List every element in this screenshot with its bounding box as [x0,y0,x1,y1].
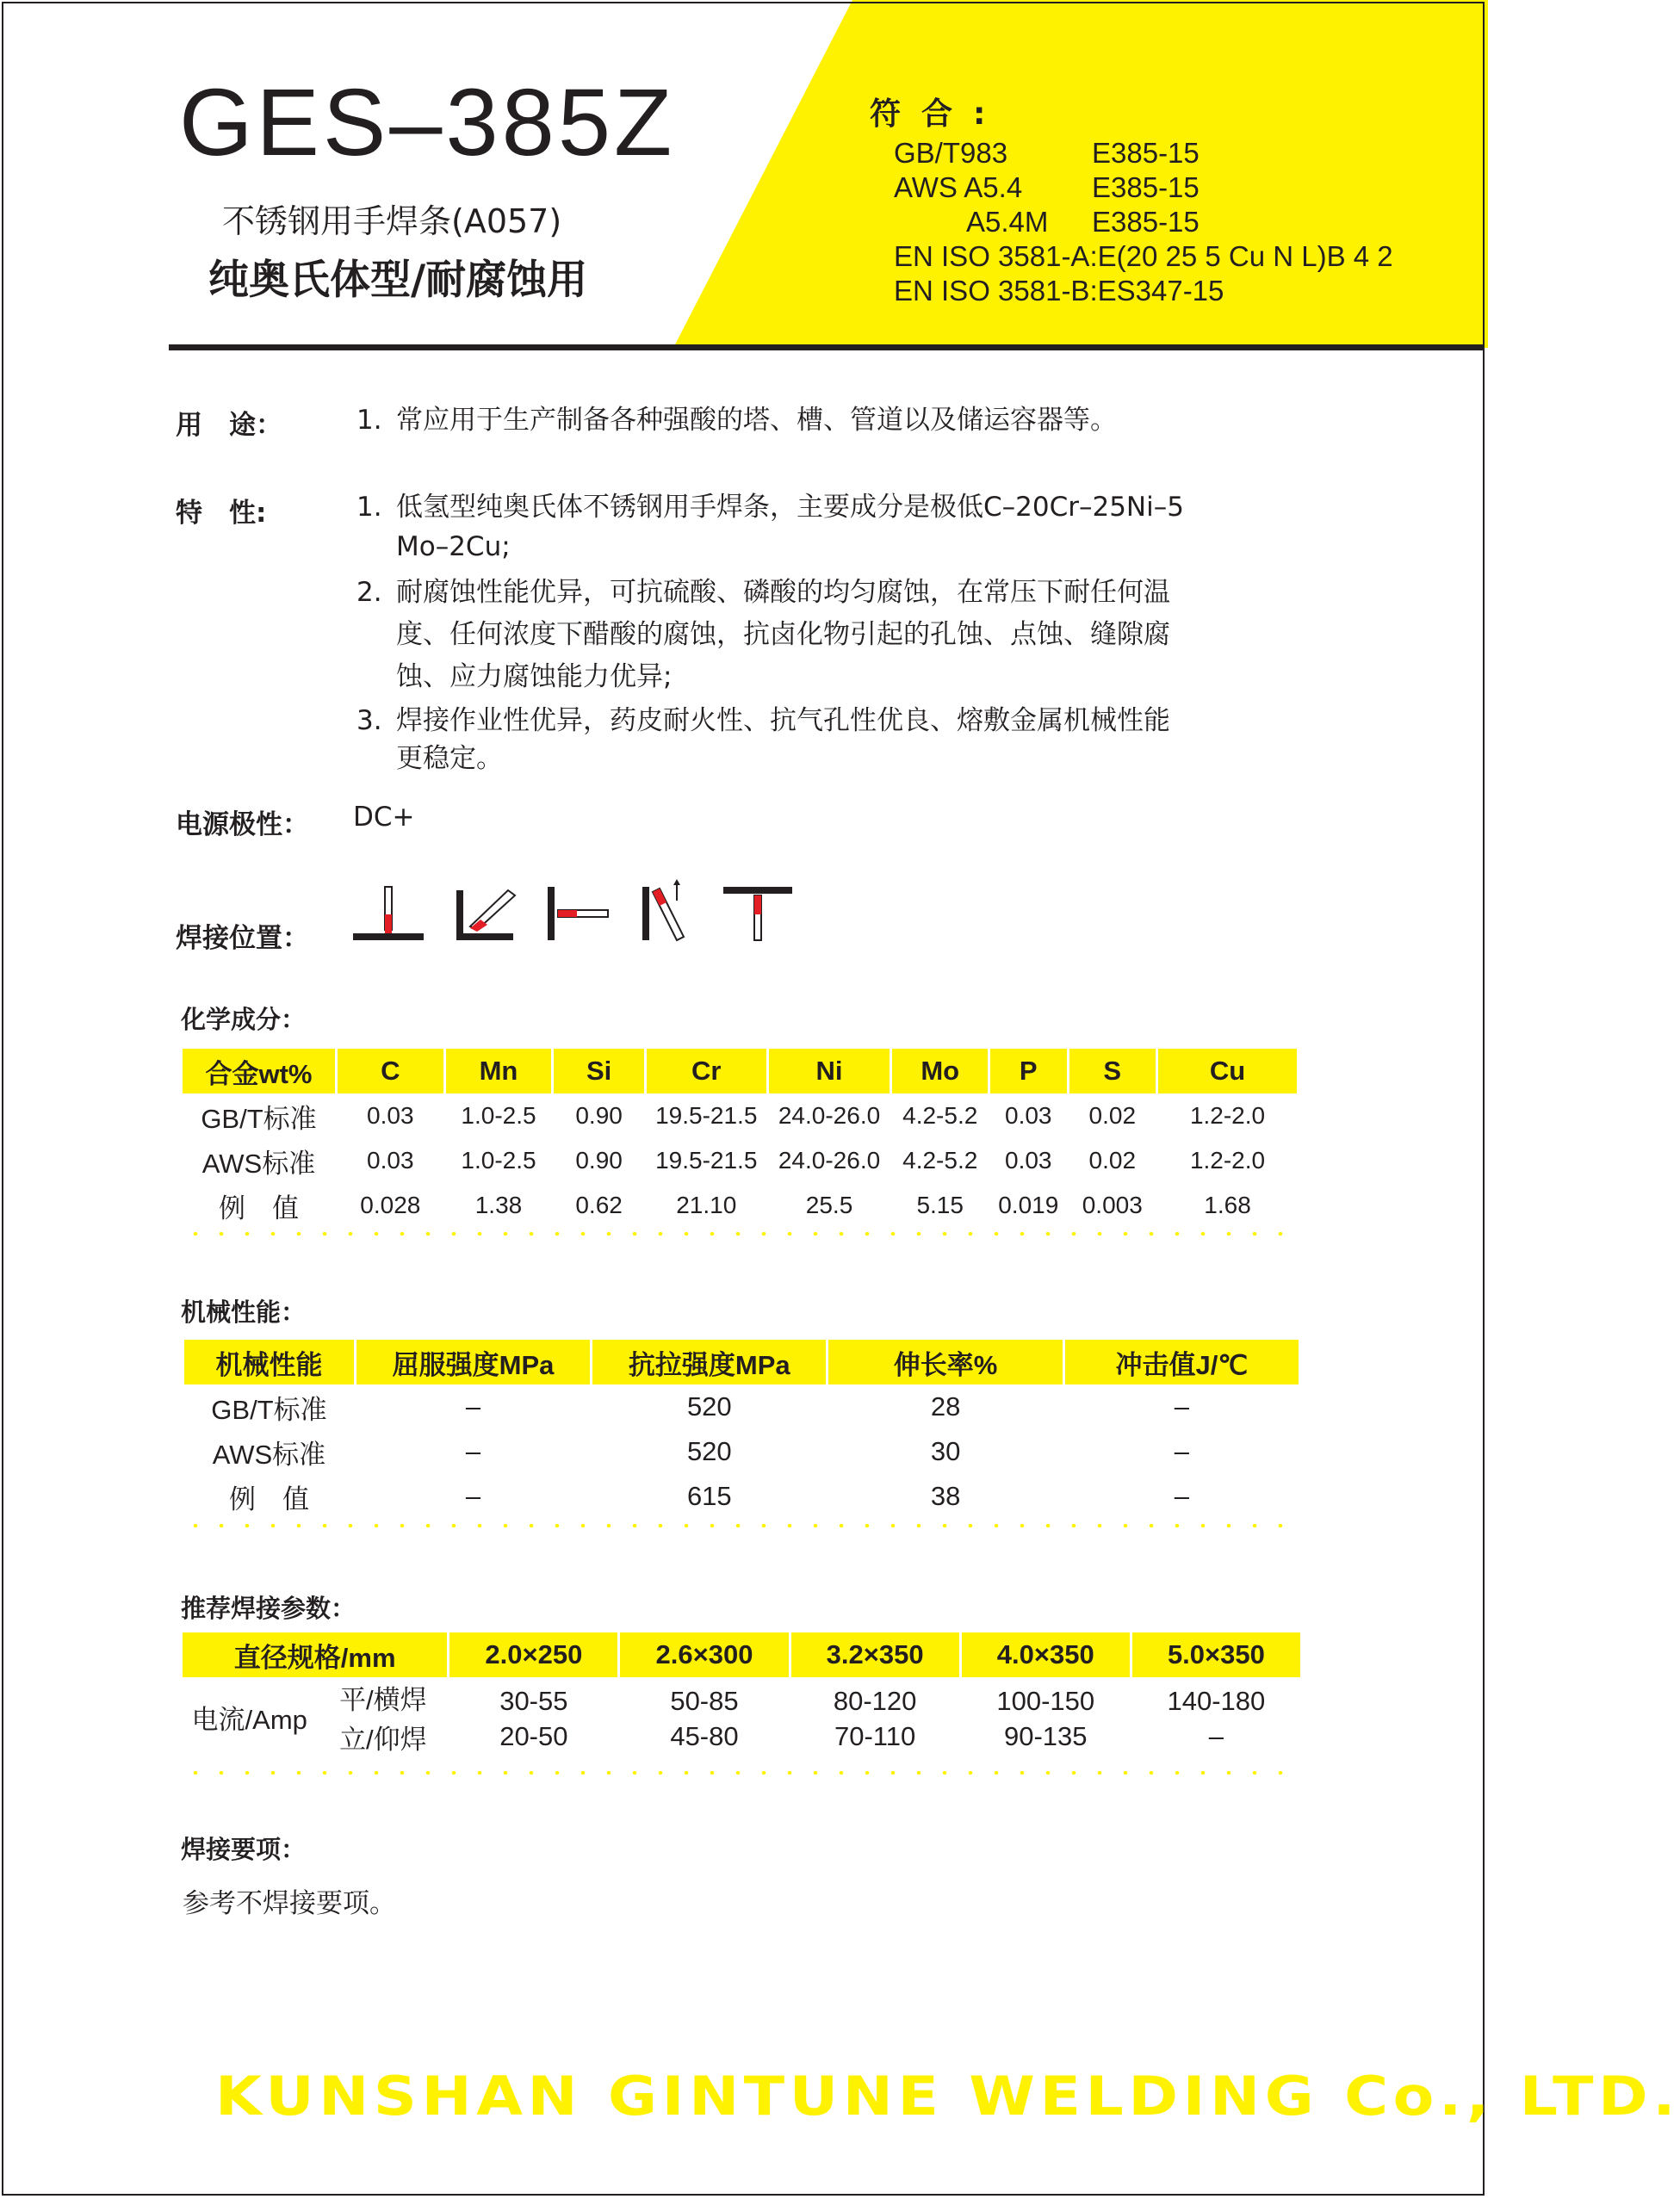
table-cell: 4.2-5.2 [902,1102,978,1129]
welding-positions-icons [348,878,796,947]
chemistry-title: 化学成分： [181,1005,307,1034]
table-cell: 38 [930,1481,961,1511]
row-sublabel: 平/横焊 [339,1685,427,1715]
row-label: AWS标准 [201,1148,316,1179]
column-header: Mn [446,1049,552,1093]
table-row [183,1093,1297,1138]
table-cell: 0.02 [1088,1147,1137,1174]
table-cell: 21.10 [676,1192,737,1218]
mechanical-title: 机械性能： [181,1298,307,1327]
table-cell: 4.2-5.2 [902,1147,978,1174]
table-cell: 0.019 [998,1192,1059,1218]
table-cell: 45-80 [670,1721,739,1751]
table-cell: 0.03 [367,1102,414,1129]
row-label: GB/T标准 [201,1103,317,1134]
column-header: P [990,1049,1066,1093]
column-header: S [1069,1049,1156,1093]
table-cell: – [1174,1436,1189,1466]
standard-row: A5.4M E385-15 [966,206,1200,238]
usage-item: 1. 常应用于生产制备各种强酸的塔、槽、管道以及储运容器等。 [356,405,1117,436]
feature-item: 2. 耐腐蚀性能优异，可抗硫酸、磷酸的均匀腐蚀，在常压下耐任何温 度、任何浓度下醋酸的腐蚀，抗卤化物引起的孔蚀、点蚀、缝隙腐 蚀、应力腐蚀能力优异; [356,577,1170,692]
table-cell: – [465,1436,481,1466]
feature-item: 1. 低氢型纯奥氏体不锈钢用手焊条，主要成分是极低C–20Cr–25Ni–5 Mo–2Cu; [356,492,1184,562]
table-cell: 520 [686,1391,732,1422]
table-cell: 80-120 [833,1686,917,1716]
chemistry-table [180,1049,1299,1228]
column-header: Ni [769,1049,890,1093]
feature-item: 3. 焊接作业性优异，药皮耐火性、抗气孔性优良、熔敷金属机械性能 更稳定。 [356,705,1170,774]
row-label: GB/T标准 [211,1394,327,1425]
table-cell: 1.38 [474,1192,523,1218]
table-cell: 90-135 [1003,1721,1088,1751]
header-divider [169,344,1485,350]
table-cell: 0.03 [1005,1147,1052,1174]
row-sublabel: 立/仰焊 [339,1724,427,1755]
table-cell: 5.15 [916,1192,964,1218]
column-header: 直径规格/mm [183,1632,447,1677]
table-header-row [184,1340,1299,1384]
table-cell: 25.5 [805,1192,853,1218]
column-header: 屈服强度MPa [356,1340,590,1384]
table-cell: 0.03 [1005,1102,1052,1129]
table-cell: 615 [686,1481,732,1511]
table-cell: 0.90 [575,1147,623,1174]
product-category: 纯奥氏体型/耐腐蚀用 [208,257,588,304]
table-row [183,1677,1300,1717]
params-title: 推荐焊接参数： [181,1594,356,1623]
features-label: 特 性: [176,498,267,529]
column-header: 合金wt% [183,1049,335,1093]
column-header: 冲击值J/℃ [1065,1340,1299,1384]
table-cell: – [465,1391,481,1422]
table-cell: – [1208,1721,1224,1751]
overhead-position-icon [723,887,792,940]
polarity-value: DC+ [353,802,415,833]
table-cell: – [1174,1391,1189,1422]
flat-position-icon [353,887,424,940]
product-subtitle: 不锈钢用手焊条(A057) [222,202,562,240]
table-cell: 0.003 [1082,1192,1143,1218]
positions-label: 焊接位置： [176,923,309,954]
column-header: 4.0×350 [962,1632,1130,1677]
column-header: 抗拉强度MPa [592,1340,826,1384]
table-cell: 24.0-26.0 [778,1102,881,1129]
standard-row: AWS A5.4 E385-15 [894,171,1200,203]
usage-label: 用 途： [176,410,282,441]
table-row [184,1429,1299,1474]
table-header-row [183,1632,1300,1677]
table-cell: 1.68 [1204,1192,1251,1218]
table-cell: 0.62 [575,1192,623,1218]
standard-row: EN ISO 3581-B:ES347-15 [894,275,1224,307]
table-cell: 1.0-2.5 [461,1147,536,1174]
table-cell: 0.02 [1088,1102,1137,1129]
horizontal-fillet-icon [456,890,515,940]
product-model: GES–385Z [179,70,676,176]
dotted-divider [183,1524,1299,1527]
table-cell: 100-150 [996,1686,1095,1716]
standard-row: GB/T983 E385-15 [894,137,1200,169]
table-cell: 1.2-2.0 [1189,1147,1266,1174]
table-cell: 140-180 [1167,1686,1266,1716]
row-label: 电流/Amp [191,1704,307,1735]
standards-list [894,136,1393,308]
table-cell: 520 [686,1436,732,1466]
company-name-footer: KUNSHAN GINTUNE WELDING Co., LTD. [215,2065,1680,2128]
table-cell: – [465,1481,481,1511]
column-header: 机械性能 [184,1340,354,1384]
table-cell: 30 [930,1436,961,1466]
column-header: C [338,1049,443,1093]
column-header: 3.2×350 [791,1632,959,1677]
row-label: AWS标准 [212,1439,326,1470]
column-header: Cu [1158,1049,1297,1093]
notes-title: 焊接要项： [181,1835,307,1864]
column-header: Si [554,1049,644,1093]
table-cell: 30-55 [499,1686,568,1716]
table-cell: 50-85 [670,1686,739,1716]
column-header: Cr [647,1049,766,1093]
column-header: 5.0×350 [1132,1632,1300,1677]
table-cell: 0.028 [360,1192,421,1218]
table-header-row [183,1049,1297,1093]
table-cell: 70-110 [834,1721,916,1751]
table-cell: 24.0-26.0 [778,1147,881,1174]
params-table [180,1632,1303,1756]
row-label: 例 值 [218,1192,299,1223]
vertical-up-icon [642,879,684,940]
horizontal-position-icon [548,887,608,940]
table-cell: 28 [930,1391,961,1422]
table-cell: 19.5-21.5 [655,1102,758,1129]
dotted-divider [183,1771,1299,1775]
standards-title: 符合: [870,96,1007,132]
column-header: Mo [892,1049,988,1093]
table-row [183,1138,1297,1183]
column-header: 2.0×250 [449,1632,617,1677]
table-row [183,1717,1300,1756]
column-header: 2.6×300 [620,1632,788,1677]
standard-row: EN ISO 3581-A:E(20 25 5 Cu N L)B 4 2 [894,240,1393,272]
table-cell: 19.5-21.5 [655,1147,758,1174]
row-label: 例 值 [228,1484,309,1515]
table-row [184,1384,1299,1429]
dotted-divider [183,1232,1299,1236]
table-cell: 1.2-2.0 [1189,1102,1266,1129]
table-cell: 0.03 [367,1147,414,1174]
polarity-label: 电源极性： [176,809,309,840]
table-cell: – [1174,1481,1189,1511]
table-row [183,1183,1297,1228]
table-cell: 1.0-2.5 [461,1102,536,1129]
notes-text: 参考不焊接要项。 [183,1888,396,1919]
table-cell: 20-50 [499,1721,568,1751]
table-row [184,1474,1299,1519]
table-cell: 0.90 [575,1102,623,1129]
column-header: 伸长率% [828,1340,1062,1384]
mechanical-table [182,1340,1301,1519]
